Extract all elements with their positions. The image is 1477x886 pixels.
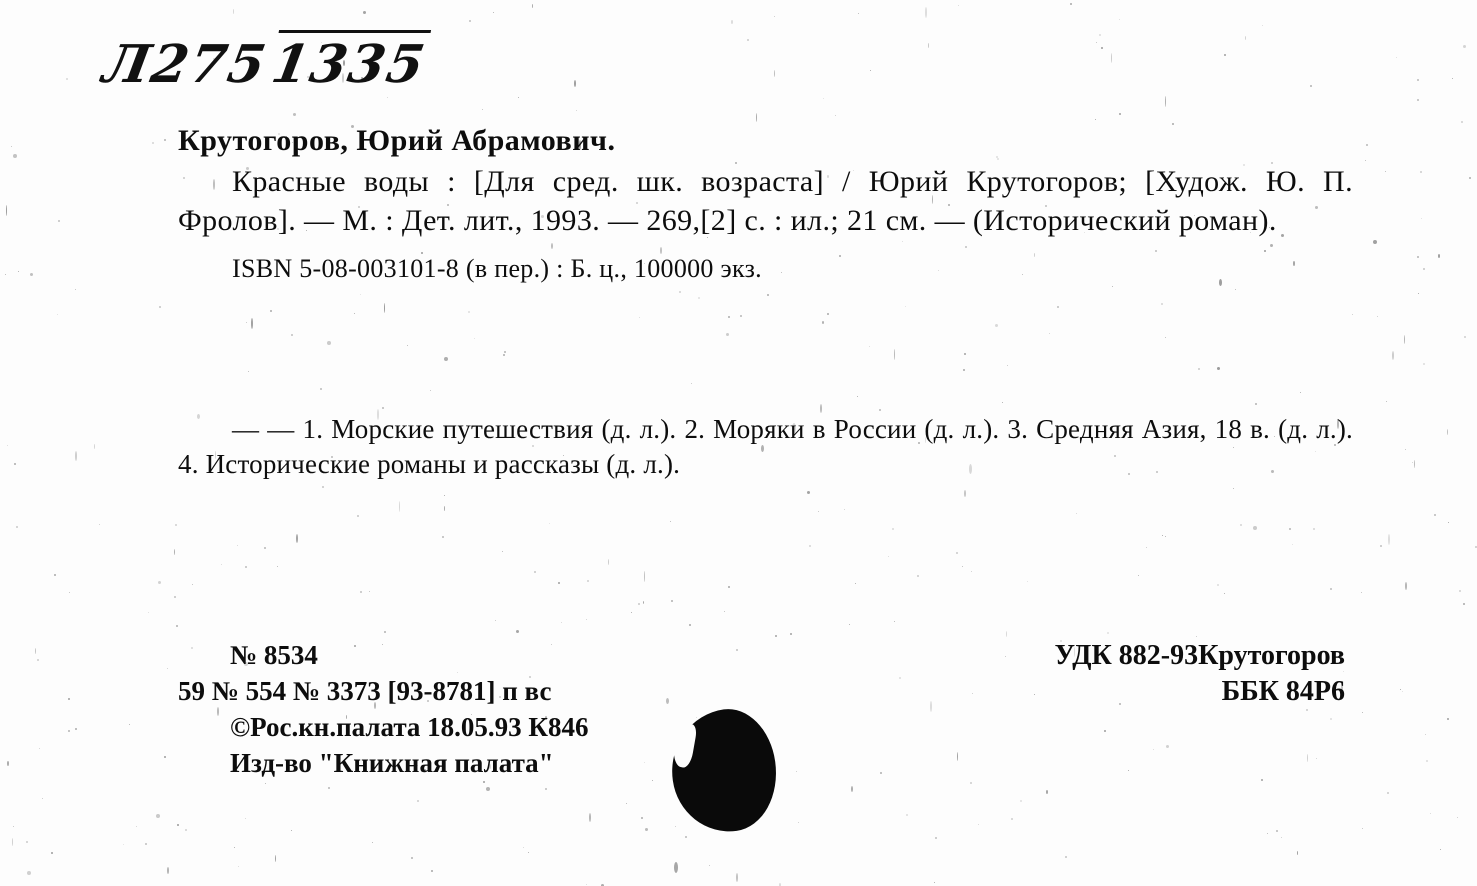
footer-left-block	[178, 638, 589, 782]
copyright-line: ©Рос.кн.палата 18.05.93 К846	[230, 711, 589, 742]
title-statement: Красные воды : [Для сред. шк. возраста] / Юрий Крутогоров; [Худож. Ю. П. Фролов]. — М. : Дет. лит., 1993. — 269,[2] с. : ил.; 21 см. — (Исторический роман).	[178, 165, 1353, 237]
bbk-classification: ББК 84Р6	[1221, 676, 1345, 708]
udk-classification: УДК 882-93Крутогоров	[1054, 640, 1345, 671]
isbn-line: ISBN 5-08-003101-8 (в пер.) : Б. ц., 100000 экз.	[232, 254, 762, 283]
author-heading: Крутогоров, Юрий Абрамович.	[178, 124, 616, 157]
call-number-prefix: Л275	[98, 34, 272, 95]
bibliographic-body	[178, 124, 1353, 284]
handwritten-call-number	[99, 34, 431, 95]
ink-blot-icon	[664, 703, 784, 838]
call-number-suffix: 1335	[267, 30, 431, 95]
record-number: № 8534	[230, 640, 318, 670]
codes-line: 59 № 554 № 3373 [93-8781] п вс	[178, 675, 552, 706]
footer-right-block	[1054, 638, 1345, 711]
subject-tracings: — — 1. Морские путешествия (д. л.). 2. Моряки в России (д. л.). 3. Средняя Азия, 18 в. (д. л.). 4. Исторические романы и рассказы (д. л.).	[178, 414, 1353, 480]
publisher-line: Изд-во "Книжная палата"	[230, 747, 554, 778]
